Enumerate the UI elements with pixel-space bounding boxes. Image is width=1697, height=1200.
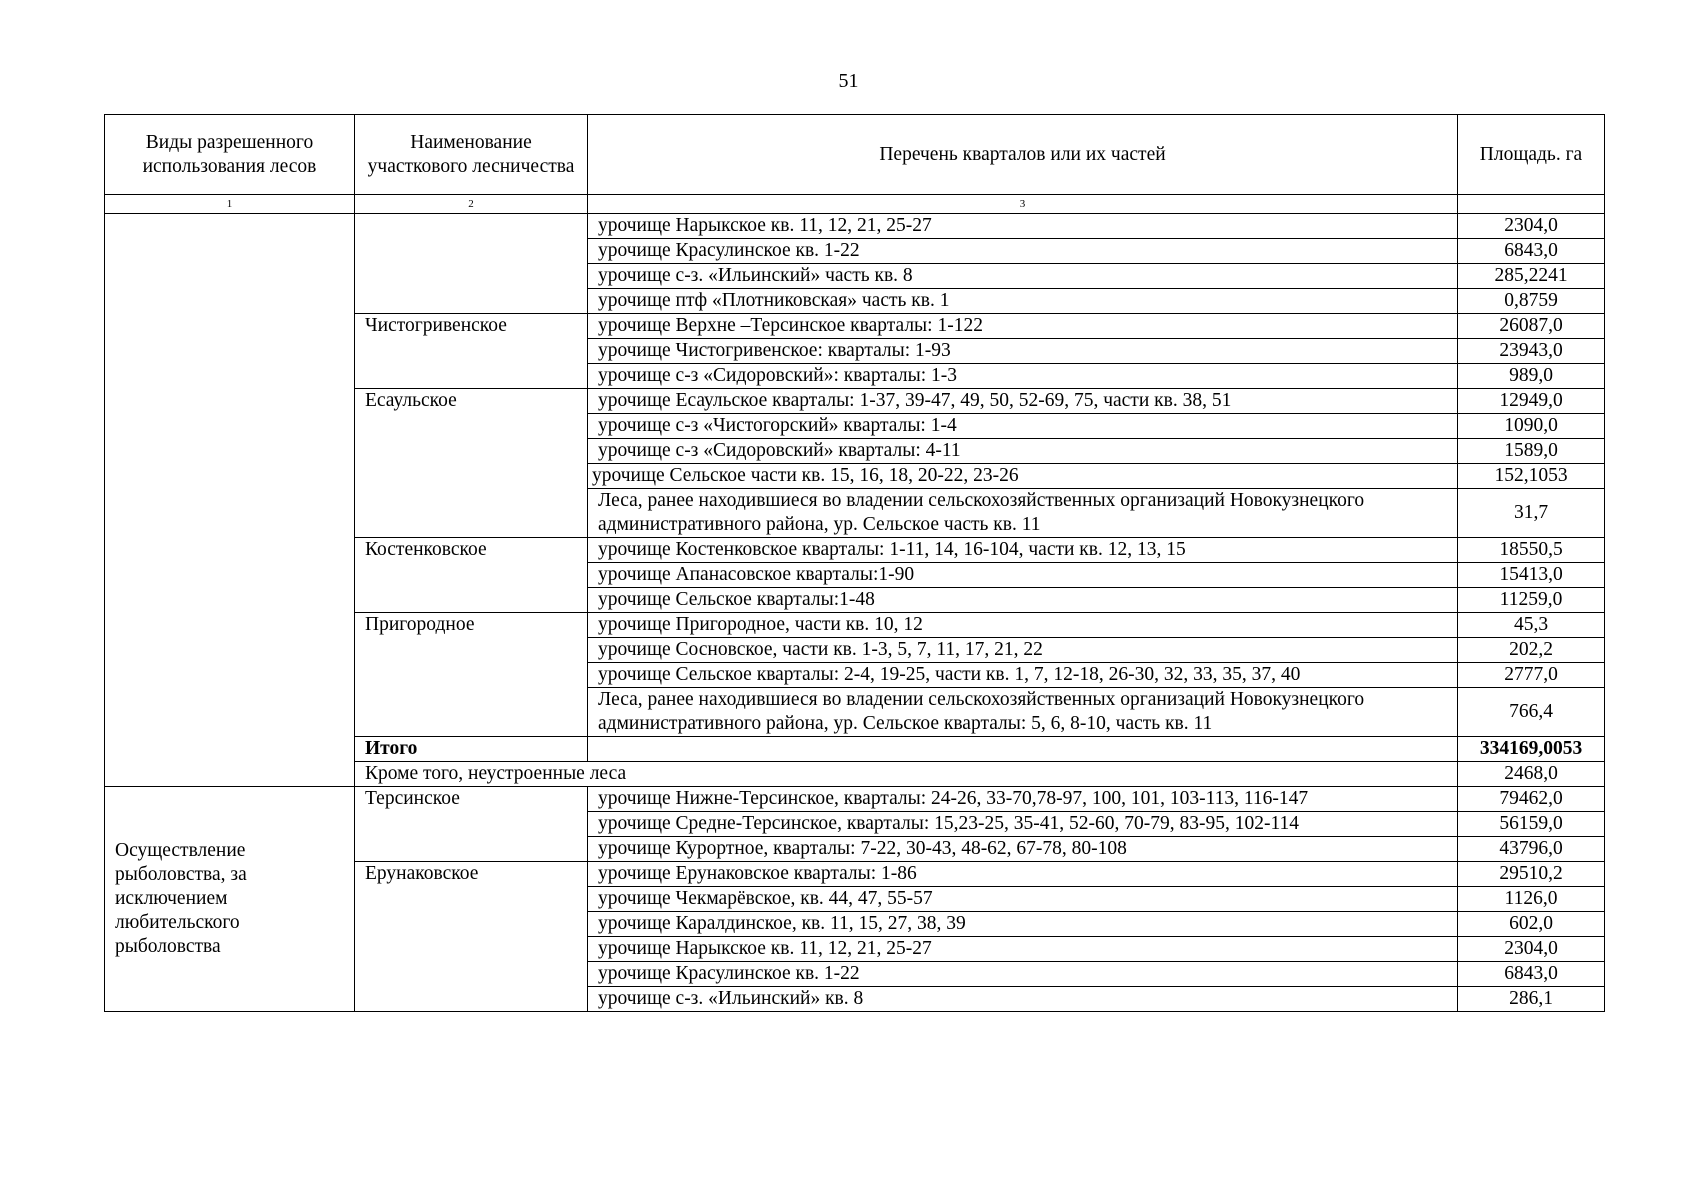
extra-area: 2468,0 bbox=[1458, 762, 1605, 787]
area-cell: 0,8759 bbox=[1458, 289, 1605, 314]
quarters-cell: урочище Курортное, кварталы: 7-22, 30-43, 48-62, 67-78, 80-108 bbox=[588, 837, 1458, 862]
area-cell: 43796,0 bbox=[1458, 837, 1605, 862]
area-cell: 18550,5 bbox=[1458, 538, 1605, 563]
area-cell: 766,4 bbox=[1458, 688, 1605, 737]
total-label: Итого bbox=[355, 737, 588, 762]
quarters-cell: урочище с-з «Сидоровский»: кварталы: 1-3 bbox=[588, 364, 1458, 389]
quarters-cell: урочище с-з. «Ильинский» кв. 8 bbox=[588, 987, 1458, 1012]
forestry-cell bbox=[355, 214, 588, 314]
column-number: 3 bbox=[588, 195, 1458, 214]
use-type-cell bbox=[105, 214, 355, 787]
forest-quarters-table bbox=[104, 114, 1605, 1012]
table-row bbox=[105, 787, 1605, 812]
quarters-cell: урочище Чистогривенское: кварталы: 1-93 bbox=[588, 339, 1458, 364]
forestry-cell: Ерунаковское bbox=[355, 862, 588, 1012]
quarters-cell: урочище с-з. «Ильинский» часть кв. 8 bbox=[588, 264, 1458, 289]
quarters-cell: урочище Нарыкское кв. 11, 12, 21, 25-27 bbox=[588, 937, 1458, 962]
forestry-cell: Пригородное bbox=[355, 613, 588, 737]
quarters-cell: урочище Пригородное, части кв. 10, 12 bbox=[588, 613, 1458, 638]
header-area: Площадь. га bbox=[1458, 115, 1605, 195]
table-row bbox=[105, 214, 1605, 239]
quarters-cell bbox=[588, 737, 1458, 762]
area-cell: 285,2241 bbox=[1458, 264, 1605, 289]
area-cell: 202,2 bbox=[1458, 638, 1605, 663]
column-number: 2 bbox=[355, 195, 588, 214]
area-cell: 31,7 bbox=[1458, 489, 1605, 538]
quarters-cell: урочище Сельское части кв. 15, 16, 18, 20-22, 23-26 bbox=[588, 464, 1458, 489]
quarters-cell: Леса, ранее находившиеся во владении сельскохозяйственных организаций Новокузнецкого административного района, ур. Сельское кварталы: 5, 6, 8-10, часть кв. 11 bbox=[588, 688, 1458, 737]
area-cell: 602,0 bbox=[1458, 912, 1605, 937]
area-cell: 23943,0 bbox=[1458, 339, 1605, 364]
quarters-cell: урочище Чекмарёвское, кв. 44, 47, 55-57 bbox=[588, 887, 1458, 912]
extra-label: Кроме того, неустроенные леса bbox=[355, 762, 1458, 787]
quarters-cell: урочище Нижне-Терсинское, кварталы: 24-26, 33-70,78-97, 100, 101, 103-113, 116-147 bbox=[588, 787, 1458, 812]
quarters-cell: урочище Верхне –Терсинское кварталы: 1-122 bbox=[588, 314, 1458, 339]
area-cell: 12949,0 bbox=[1458, 389, 1605, 414]
header-forestry: Наименование участкового лесничества bbox=[355, 115, 588, 195]
area-cell: 29510,2 bbox=[1458, 862, 1605, 887]
quarters-cell: урочище Красулинское кв. 1-22 bbox=[588, 962, 1458, 987]
header-use-type: Виды разрешенного использования лесов bbox=[105, 115, 355, 195]
quarters-cell: урочище Сельское кварталы:1-48 bbox=[588, 588, 1458, 613]
page-number: 51 bbox=[838, 70, 859, 92]
area-cell: 79462,0 bbox=[1458, 787, 1605, 812]
column-number: 1 bbox=[105, 195, 355, 214]
quarters-cell: урочище Красулинское кв. 1-22 bbox=[588, 239, 1458, 264]
area-cell: 1090,0 bbox=[1458, 414, 1605, 439]
area-cell: 152,1053 bbox=[1458, 464, 1605, 489]
area-cell: 15413,0 bbox=[1458, 563, 1605, 588]
table-header-row bbox=[105, 115, 1605, 195]
quarters-cell: урочище с-з «Сидоровский» кварталы: 4-11 bbox=[588, 439, 1458, 464]
area-cell: 1126,0 bbox=[1458, 887, 1605, 912]
column-number-row bbox=[105, 195, 1605, 214]
forestry-cell: Терсинское bbox=[355, 787, 588, 862]
quarters-cell: урочище Каралдинское, кв. 11, 15, 27, 38, 39 bbox=[588, 912, 1458, 937]
area-cell: 6843,0 bbox=[1458, 962, 1605, 987]
forestry-cell: Чистогривенское bbox=[355, 314, 588, 389]
area-cell: 11259,0 bbox=[1458, 588, 1605, 613]
quarters-cell: урочище Сосновское, части кв. 1-3, 5, 7, 11, 17, 21, 22 bbox=[588, 638, 1458, 663]
area-cell: 2304,0 bbox=[1458, 937, 1605, 962]
quarters-cell: урочище птф «Плотниковская» часть кв. 1 bbox=[588, 289, 1458, 314]
area-cell: 286,1 bbox=[1458, 987, 1605, 1012]
quarters-cell: урочище Есаульское кварталы: 1-37, 39-47, 49, 50, 52-69, 75, части кв. 38, 51 bbox=[588, 389, 1458, 414]
use-type-cell: Осуществление рыболовства, за исключением любительского рыболовства bbox=[105, 787, 355, 1012]
quarters-cell: урочище с-з «Чистогорский» кварталы: 1-4 bbox=[588, 414, 1458, 439]
area-cell: 989,0 bbox=[1458, 364, 1605, 389]
quarters-cell: урочище Средне-Терсинское, кварталы: 15,23-25, 35-41, 52-60, 70-79, 83-95, 102-114 bbox=[588, 812, 1458, 837]
forestry-cell: Костенковское bbox=[355, 538, 588, 613]
area-cell: 2304,0 bbox=[1458, 214, 1605, 239]
header-quarters: Перечень кварталов или их частей bbox=[588, 115, 1458, 195]
quarters-cell: Леса, ранее находившиеся во владении сельскохозяйственных организаций Новокузнецкого административного района, ур. Сельское часть кв. 11 bbox=[588, 489, 1458, 538]
column-number bbox=[1458, 195, 1605, 214]
quarters-cell: урочище Ерунаковское кварталы: 1-86 bbox=[588, 862, 1458, 887]
area-cell: 45,3 bbox=[1458, 613, 1605, 638]
quarters-cell: урочище Сельское кварталы: 2-4, 19-25, части кв. 1, 7, 12-18, 26-30, 32, 33, 35, 37, 40 bbox=[588, 663, 1458, 688]
quarters-cell: урочище Костенковское кварталы: 1-11, 14, 16-104, части кв. 12, 13, 15 bbox=[588, 538, 1458, 563]
area-cell: 6843,0 bbox=[1458, 239, 1605, 264]
area-cell: 2777,0 bbox=[1458, 663, 1605, 688]
area-cell: 26087,0 bbox=[1458, 314, 1605, 339]
forestry-cell: Есаульское bbox=[355, 389, 588, 538]
total-area: 334169,0053 bbox=[1458, 737, 1605, 762]
quarters-cell: урочище Апанасовское кварталы:1-90 bbox=[588, 563, 1458, 588]
area-cell: 1589,0 bbox=[1458, 439, 1605, 464]
area-cell: 56159,0 bbox=[1458, 812, 1605, 837]
quarters-cell: урочище Нарыкское кв. 11, 12, 21, 25-27 bbox=[588, 214, 1458, 239]
